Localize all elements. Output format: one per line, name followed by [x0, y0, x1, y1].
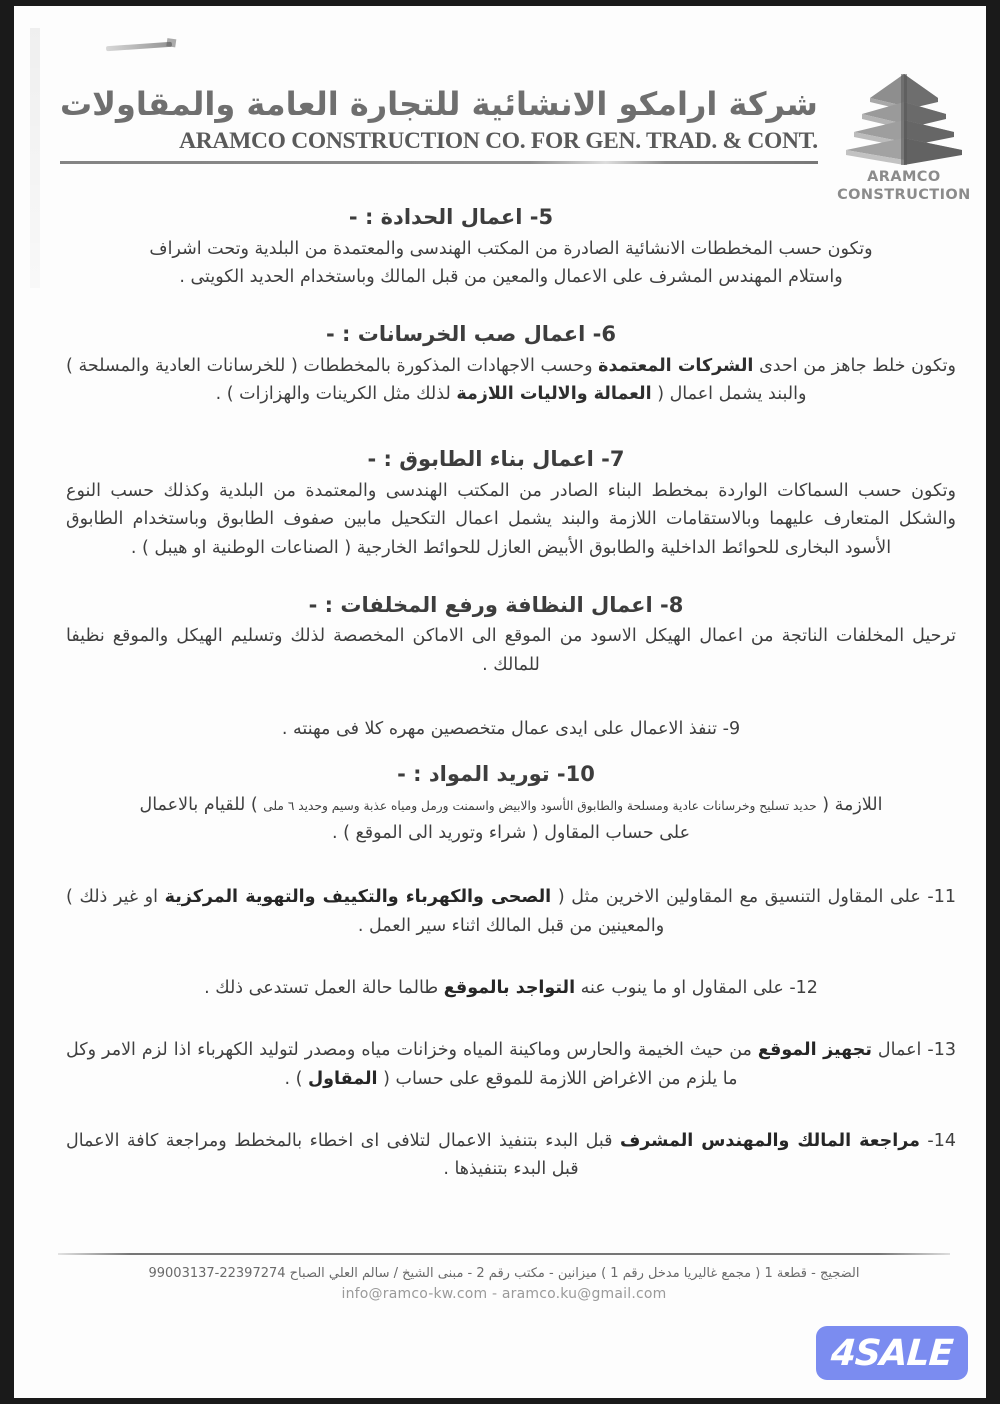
clause-10-text-b: ) للقيام بالاعمال [139, 794, 264, 815]
clause-11-emph-a: الصحى والكهرباء والتكييف والتهوية المركزية [164, 887, 552, 908]
logo-wordmark-line1: ARAMCO [867, 169, 941, 185]
clause-9: 9- تنفذ الاعمال على ايدى عمال متخصصين مهره كلا فى مهنته . [281, 719, 741, 740]
clause-6-emph-a: الشركات المعتمدة [598, 355, 754, 376]
footer-divider [58, 1253, 950, 1255]
clause-6-text-c: لذلك مثل الكرينات والهزازات ) . [215, 384, 457, 405]
clause-8 [58, 590, 964, 679]
clause-13-text-b: من حيث الخيمة والحارس وماكينة المياه وخزانات مياه ومصدر لتوليد الكهرباء اذا لزم الامر وكل ما يلزم من الاغراض اللازمة للموقع على حساب ( [66, 1040, 758, 1089]
clause-11-text-a: 11- على المقاول التنسيق مع المقاولين الاخرين مثل ( [551, 887, 956, 908]
spacer [58, 743, 964, 759]
clause-11 [58, 883, 964, 940]
clause-6-emph-b: العمالة والاليات اللازمة [456, 384, 652, 405]
clause-12 [58, 974, 964, 1002]
aramco-building-logo-icon [834, 72, 974, 168]
footer-address: الضجيج - قطعة 1 ( مجمع غاليريا مدخل رقم 1 ) ميزانين - مكتب رقم 2 - مبنى الشيخ / سالم العلي الصباح 22397274-99003137 [148, 1265, 860, 1281]
spacer [58, 1002, 964, 1036]
clause-5-heading: 5- اعمال الحدادة : - [348, 205, 554, 229]
letterhead-divider [60, 161, 818, 164]
clause-10 [58, 759, 964, 847]
clause-5-body-line-1: وتكون حسب المخططات الانشائية الصادرة من المكتب الهندسى والمعتمدة من البلدية وتحت اشراف [149, 238, 873, 259]
clause-6-text-b: وحسب الاجهادات المذكورة بالمخططات ( للخرسانات العادية والمسلحة ) والبند يشمل اعمال ( [66, 355, 807, 405]
clause-12-text-a: 12- على المقاول او ما ينوب عنه [575, 978, 818, 999]
spacer [58, 1093, 964, 1127]
page-footer [14, 1253, 986, 1303]
clause-13-text-a: 13- اعمال [871, 1040, 956, 1061]
clause-8-heading: 8- اعمال النظافة ورفع المخلفات : - [308, 592, 684, 617]
spacer [58, 410, 964, 444]
clause-6 [58, 319, 964, 408]
clause-7 [58, 444, 964, 562]
clause-14-emph-a: مراجعة المالك والمهندس المشرف [619, 1131, 920, 1152]
clause-6-text-a: وتكون خلط جاهز من احدى [753, 355, 956, 376]
4sale-watermark-badge [816, 1326, 968, 1380]
spacer [58, 564, 964, 590]
clause-7-body: وتكون حسب السماكات الواردة بمخطط البناء الصادر من المكتب الهندسى والمعتمدة من البلدية وكذلك حسب النوع والشكل المتعارف عليهما وبالاستقامات اللازمة والبند يشمل اعمال التكحيل مابين صفوف الطابوق وباستخدام الطابوق الأسود البخارى للحوائط الداخلية والطابوق الأبيض العازل للحوائط الخارجية ( الصناعات الوطنية او هيبل ) . [66, 480, 956, 558]
clause-12-emph-a: التواجد بالموقع [443, 978, 576, 999]
spacer [58, 681, 964, 715]
spacer [58, 940, 964, 974]
contract-clauses [14, 202, 986, 1184]
spacer [58, 293, 964, 319]
clause-14 [58, 1127, 964, 1184]
spacer [58, 849, 964, 883]
clause-13-text-c: ) . [284, 1068, 308, 1089]
company-name-english: ARAMCO CONSTRUCTION CO. FOR GEN. TRAD. & CONT. [179, 128, 818, 154]
document-page [14, 6, 986, 1398]
clause-6-heading: 6- اعمال صب الخرسانات : - [326, 322, 616, 347]
clause-10-body [58, 792, 964, 819]
clause-10-heading: 10- توريد المواد : - [397, 762, 595, 787]
company-logo [828, 72, 980, 203]
clause-10-text-a: اللازمة ( [816, 794, 883, 815]
company-name-arabic: شركة ارامكو الانشائية للتجارة العامة والمقاولات [60, 85, 818, 123]
clause-11-text-b: او غير ذلك ) والمعينين من قبل المالك اثناء سير العمل . [66, 887, 665, 936]
clause-13 [58, 1036, 964, 1093]
clause-5-body-line-2: واستلام المهندس المشرف على الاعمال والمعين من قبل المالك وباستخدام الحديد الكويتى . [179, 266, 843, 287]
clause-8-body: ترحيل المخلفات الناتجة من اعمال الهيكل الاسود من الموقع الى الاماكن المخصصة لذلك وتسليم الهيكل والموقع نظيفا للمالك . [66, 626, 956, 675]
4sale-watermark-text: 4SALE [829, 1332, 955, 1374]
clause-6-body [58, 352, 964, 409]
logo-wordmark-line2: CONSTRUCTION [837, 186, 971, 203]
clause-10-body-line-2: على حساب المقاول ( شراء وتوريد الى الموقع ) . [331, 823, 691, 844]
clause-12-text-b: طالما حالة العمل تستدعى ذلك . [204, 978, 444, 999]
clause-14-text-a: 14- [919, 1131, 956, 1152]
clause-5 [58, 202, 964, 291]
clause-7-heading: 7- اعمال بناء الطابوق : - [367, 447, 625, 472]
clause-13-emph-a: تجهيز الموقع [757, 1040, 872, 1061]
company-name-block [60, 72, 818, 164]
scan-smudge-artifact [106, 42, 172, 52]
footer-emails: info@ramco-kw.com - aramco.ku@gmail.com [341, 1286, 667, 1302]
letterhead [14, 72, 986, 203]
clause-14-text-b: قبل البدء بتنفيذ الاعمال لتلافى اى اخطاء بالمخطط ومراجعة كافة الاعمال قبل البدء بتنفيذها . [66, 1131, 620, 1180]
clause-13-emph-b: المقاول [308, 1068, 378, 1089]
clause-10-materials-list: حديد تسليح وخرسانات عادية ومسلحة والطابوق الأسود والابيض واسمنت ورمل ومياه عذبة وسيم وحديد ٦ ملى [263, 798, 817, 813]
